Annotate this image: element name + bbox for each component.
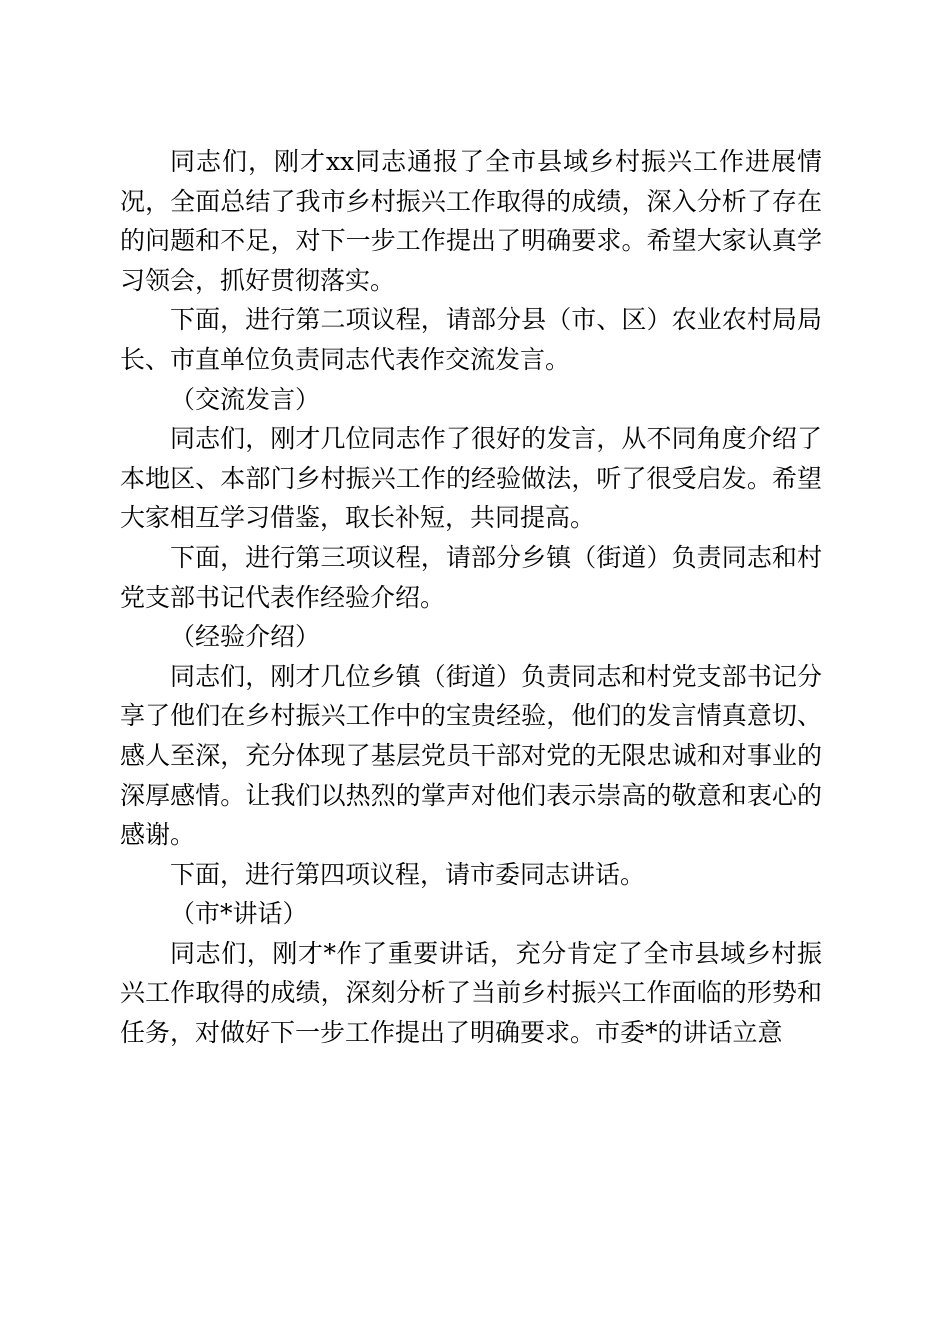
paragraph-5: 同志们，刚才几位乡镇（街道）负责同志和村党支部书记分享了他们在乡村振兴工作中的宝贵经验，他们的发言情真意切、感人至深，充分体现了基层党员干部对党的无限忠诚和对事业的深厚感情。让我们以热烈的掌声对他们表示崇高的敬意和衷心的感谢。 [120, 661, 822, 850]
paragraph-2: 下面，进行第二项议程，请部分县（市、区）农业农村局局长、市直单位负责同志代表作交流发言。 [120, 305, 822, 374]
document-body [120, 142, 822, 1053]
stage-note-experience: （经验介绍） [170, 622, 321, 652]
paragraph-6: 下面，进行第四项议程，请市委同志讲话。 [170, 859, 646, 889]
paragraph-4: 下面，进行第三项议程，请部分乡镇（街道）负责同志和村党支部书记代表作经验介绍。 [120, 542, 822, 612]
stage-note-exchange: （交流发言） [170, 384, 321, 414]
paragraph-1: 同志们，刚才xx同志通报了全市县域乡村振兴工作进展情况，全面总结了我市乡村振兴工作取得的成绩，深入分析了存在的问题和不足，对下一步工作提出了明确要求。希望大家认真学习领会，抓好贯彻落实。 [120, 147, 822, 295]
paragraph-7: 同志们，刚才*作了重要讲话，充分肯定了全市县域乡村振兴工作取得的成绩，深刻分析了当前乡村振兴工作面临的形势和任务，对做好下一步工作提出了明确要求。市委*的讲话立意 [120, 938, 822, 1048]
stage-note-speech: （市*讲话） [170, 899, 308, 929]
paragraph-3: 同志们，刚才几位同志作了很好的发言，从不同角度介绍了本地区、本部门乡村振兴工作的经验做法，听了很受启发。希望大家相互学习借鉴，取长补短，共同提高。 [120, 424, 822, 533]
